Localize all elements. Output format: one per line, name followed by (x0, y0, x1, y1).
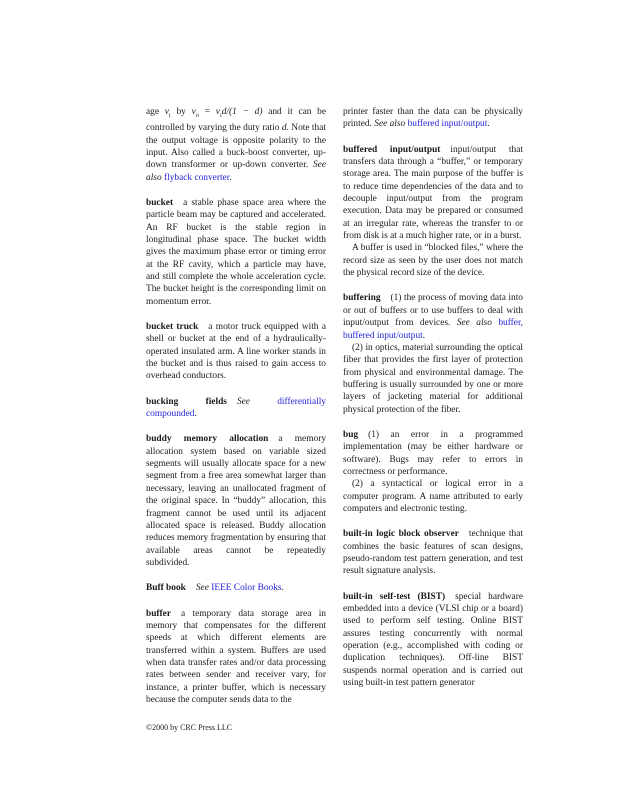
entry-paragraph: A buffer is used in “blocked files,” where the record size as seen by the user does not match the physical record size of the device. (343, 243, 523, 279)
copyright-footer: ©2000 by CRC Press LLC (146, 723, 233, 732)
entry-term: built-in self-test (BIST) (343, 591, 446, 602)
entry-term: buffered input/output (343, 144, 441, 155)
link-buffered-input-output[interactable]: buffered input/output (407, 119, 488, 130)
entry-term: bucket truck (146, 322, 199, 333)
right-column (343, 106, 523, 689)
entry-term: Buff book (146, 583, 186, 594)
link-flyback-converter[interactable]: flyback converter (163, 172, 230, 183)
entry-buff-book: Buff book See IEEE Color Books. (146, 583, 284, 594)
entry-buffered-input-output: buffered input/output input/output that transfers data through a “buffer,” or temporary storage area. The main purpose of the buffer is to reduce time dependencies of the data and to decouple input/output from the program execution. Data may be prepared or consumed at an irregular rate, whereas the transfer to or from disk is at a much higher rate, or in a burst. (343, 144, 523, 242)
entry-term: buffering (343, 293, 381, 304)
entry-paragraph: (2) in optics, material surrounding the optical fiber that provides the first layer of protection from physical and environmental damage. The buffering is usually surrounded by one or more layers of jacketing material for additional physical protection of the fiber. (343, 342, 523, 415)
entry-buddy-memory-allocation: buddy memory allocation a memory allocation system based on variable sized segments will usually allocate space for a new segment from a free area somewhat larger than necessary, leaving an unallocated fragment of the original space. In “buddy” allocation, this fragment cannot be used until its adjacent allocated space is released. Buddy allocation reduces memory fragmentation by ensuring that available areas cannot be repeatedly subdivided. (146, 434, 327, 568)
entry-paragraph: (2) a syntactical or logical error in a computer program. A name attributed to early computers and electronic testing. (343, 479, 523, 514)
entry-bucket-truck: bucket truck a motor truck equipped with a shell or bucket at the end of a hydraulically-operated insulated arm. A line worker stands in the bucket and is thus raised to gain access to overhead conductors. (146, 322, 326, 382)
link-differentially-compounded[interactable]: differentially compounded (146, 396, 326, 420)
entry-term: bucking fields (146, 396, 227, 407)
link-buffer-buffered-io[interactable]: buffer, buffered input/output (343, 318, 524, 341)
entry-continuation: printer faster than the data can be physically printed. See also buffered input/output. (343, 107, 523, 130)
entry-built-in-self-test: built-in self-test (BIST) special hardware embedded into a device (VLSI chip or a board) used to perform self testing. Online BIST assures testing concurrently with normal operation (e.g., accomplished with coding or duplication techniques). Off-line BIST suspends normal operation and is carried out using built-in test pattern generator (343, 591, 523, 689)
entry-term: buffer (146, 608, 171, 619)
entry-buffering: buffering (1) the process of moving data into or out of buffers or to use buffers to deal with input/output from devices. See also buffer, buffered input/output. (343, 293, 524, 341)
left-column (146, 106, 326, 706)
entry-term: bug (343, 429, 359, 440)
entry-term: built-in logic block observer (343, 529, 459, 540)
entry-term: bucket (146, 197, 174, 208)
entry-buffer: buffer a temporary data storage area in memory that compensates for the different speeds at which different elements are transferred within a system. Buffers are used when data transfer rates and/or data processing rates between sender and receiver vary, for instance, a printer buffer, which is necessary because the computer sends data to the (146, 608, 326, 705)
link-ieee-color-books[interactable]: IEEE Color Books (211, 583, 282, 594)
entry-term: buddy memory allocation (146, 434, 269, 445)
entry-bucking-fields: bucking fields See differentially compounded. (146, 396, 326, 420)
entry-built-in-logic-block-observer: built-in logic block observer technique that combines the basic features of scan designs, pseudo-random test pattern generation, and test result signature analysis. (343, 529, 523, 577)
entry-bug: bug (1) an error in a programmed implementation (may be either hardware or software). Bugs may refer to errors in correctness or performance. (343, 429, 523, 477)
entry-continuation: age $v_i$ by $v_o = v_id/(1 - d)$ and it can be controlled by varying the duty ratio d. Note that the output voltage is opposite polarity to the input. Also called a buck-boost converter, up-down transformer or up-down converter. See also flyback converter. (146, 107, 327, 183)
entry-bucket: bucket a stable phase space area where the particle beam may be captured and accelerated. An RF bucket is the stable region in longitudinal phase space. The bucket width gives the maximum phase error or timing error at the RF cavity, which a particle may have, and still complete the whole acceleration cycle. The bucket height is the corresponding limit on momentum error. (146, 197, 326, 307)
